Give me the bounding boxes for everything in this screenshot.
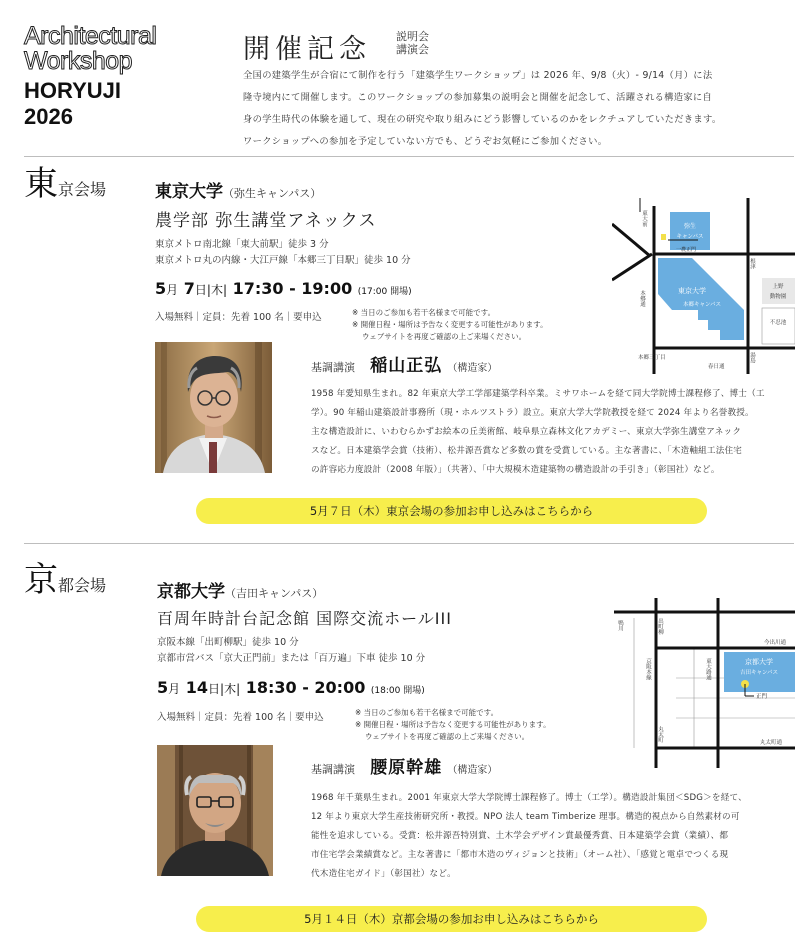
tokyo-map-label: 春日通 [708,364,725,370]
tokyo-note: ※ 開催日程・場所は予告なく変更する可能性があります。 [352,320,548,329]
kyoto-admission: 入場無料｜定員：先着 100 名｜要申込 [157,712,324,723]
page-subtitle-koenkai: 講演会 [396,43,429,56]
tokyo-university [155,177,321,202]
tokyo-map-label: 湯島 [749,352,755,363]
intro-line: 全国の建築学生が合宿にて制作を行う「建築学生ワークショップ」は 2026 年、9/8（火）- 9/14（月）に法 [243,70,713,81]
logo-line-workshop: Workshop [24,47,133,75]
kyoto-university-name: 京都大学 [157,582,225,602]
tokyo-map [612,198,795,374]
tokyo-campus: （弥生キャンパス） [223,187,322,200]
tokyo-lecturer-photo [155,342,272,473]
kyoto-access-line: 京阪本線「出町柳駅」徒歩 10 分 [157,637,299,648]
divider [24,156,794,157]
kyoto-map-label: 出町柳 [657,618,663,635]
kyoto-register-button[interactable]: 5月１４日（木）京都会場の参加お申し込みはこちらから [196,906,707,932]
bio-line: 12 年より東京大学生産技術研究所・教授。NPO 法人 team Timberize 理事。構造的視点から自然素材の可 [311,812,740,822]
intro-line: 隆寺境内にて開催します。このワークショップの参加募集の説明会と開催を記念して、活躍される構造家に自 [243,92,713,103]
logo-line-architectural: Architectural [24,22,157,50]
tokyo-lecturer-name: 稲山正弘 [370,356,443,376]
tokyo-access-line: 東京メトロ南北線「東大前駅」徒歩 3 分 [155,239,329,250]
tokyo-admission: 入場無料｜定員：先着 100 名｜要申込 [155,312,322,323]
logo-line-horyuji: HORYUJI [24,78,121,103]
kyoto-note: ※ 開催日程・場所は予告なく変更する可能性があります。 [355,720,551,729]
tokyo-map-label: 東京大学 [678,287,706,295]
page-subtitle-setsumeikai: 説明会 [396,30,429,43]
kyoto-map-label: 今出川通 [764,640,787,646]
divider [24,543,794,544]
kyoto-university [157,577,323,602]
tokyo-building: 農学部 弥生講堂アネックス [155,211,377,231]
tokyo-datetime: 5月 7日|木| 17:30 - 19:00 (17:00 開場) [155,279,412,298]
tokyo-notes [352,307,548,343]
kyoto-date-day: 14 [185,678,208,697]
kyoto-venue-heading [24,562,106,598]
kyoto-lecture [311,753,497,778]
tokyo-university-name: 東京大学 [155,182,223,202]
tokyo-register-button[interactable]: 5月７日（木）東京会場の参加お申し込みはこちらから [196,498,707,524]
tokyo-map-label: 本郷キャンパス [682,302,722,308]
tokyo-map-label: 本郷通 [639,290,645,307]
logo-line-year: 2026 [24,104,73,129]
tokyo-lecture [311,351,497,376]
bio-line: スなど。日本建築学会賞（技術）、松井源吾賞など多数の賞を受賞している。主な著書に、「木造軸組工法住宅 [311,446,743,456]
kyoto-map-label: 京阪本線 [645,658,651,680]
bio-line: 1968 年千葉県生まれ。2001 年東京大学大学院博士課程修了。博士（工学）。構造設計集団＜SDG＞を経て、 [311,793,747,803]
tokyo-map-label: 本郷三丁目 [638,355,666,361]
bio-line: 能性を追求している。受賞：松井源吾特別賞、土木学会デザイン賞最優秀賞、日本建築学会賞（業績）、都 [311,831,729,841]
tokyo-map-label: 東大前 [641,210,647,227]
kyoto-map-label: 東大路通 [705,658,711,680]
tokyo-date-month: 5 [155,279,167,298]
kyoto-note: ウェブサイトを再度ご確認の上ご来場ください。 [365,732,530,741]
tokyo-city-label: 京会場 [58,180,107,199]
kyoto-lecture-label: 基調講演 [311,763,355,776]
kyoto-date-day-unit: 日 [208,682,221,696]
tokyo-map-label: 上野 [772,284,784,290]
kyoto-city-initial: 京 [24,560,58,600]
kyoto-lecturer-role: （構造家） [447,765,498,776]
kyoto-map-label: 鴨川 [617,620,623,631]
intro-line: 身の学生時代の体験を通して、現在の研究や取り組みにどう影響しているのかをレクチュアしていただきます。 [243,114,722,125]
tokyo-doors-open: (17:00 開場) [357,287,412,297]
bio-line: 市住宅学会業績賞など。主な著書に「都市木造のヴィジョンと技術」（オーム社）、「感覚と電卓でつくる現 [311,850,729,860]
tokyo-lecturer-role: （構造家） [447,363,498,374]
tokyo-lecturer-bio [311,385,795,480]
tokyo-venue-heading [24,166,106,202]
kyoto-city-label: 都会場 [58,576,107,595]
kyoto-campus: （吉田キャンパス） [225,587,324,600]
bio-line: 1958 年愛知県生まれ。82 年東京大学工学部建築学科卒業。ミサワホームを経て同大学院博士課程修了、博士（工 [311,389,765,399]
kyoto-lecturer-name: 腰原幹雄 [370,758,443,778]
kyoto-access-line: 京都市営バス「京大正門前」または「百万遍」下車 徒歩 10 分 [157,653,426,664]
kyoto-weekday: 木 [224,682,237,696]
tokyo-note: ※ 当日のご参加も若干名様まで可能です。 [352,308,496,317]
kyoto-map-label: 正門 [756,694,768,700]
bio-line: 主な構造設計に、いわむらかずお絵本の丘美術館、岐阜県立森林文化アカデミー、東京大学弥生講堂アネック [311,427,742,437]
bio-line: の許容応力度設計（2008 年版）」（共著）、「中大規模木造建築物の構造設計の手引き」（彰国社）など。 [311,465,720,475]
kyoto-datetime: 5月 14日|木| 18:30 - 20:00 (18:00 開場) [157,678,425,697]
tokyo-map-label: 動物園 [769,294,787,300]
intro-text [243,65,795,153]
kyoto-time: 18:30 - 20:00 [245,678,366,697]
bio-line: 学）。90 年稲山建築設計事務所（現・ホルツストラ）設立。東京大学大学院教授を経て 2024 年より名誉教授。 [311,408,754,418]
kyoto-access [157,635,425,667]
kyoto-lecturer-bio [311,789,795,884]
bio-line: 代木造住宅ガイド」（彰国社）など。 [311,869,456,879]
tokyo-map-label: 不忍池 [769,320,787,326]
tokyo-map-label: 弥生 [683,223,697,230]
kyoto-note: ※ 当日のご参加も若干名様まで可能です。 [355,708,499,717]
tokyo-note: ウェブサイトを再度ご確認の上ご来場ください。 [362,332,527,341]
kyoto-map-label: 京都大学 [745,658,773,666]
tokyo-map-label: キャンパス [676,234,704,240]
kyoto-map-label: 丸太町 [657,726,663,743]
tokyo-access [155,237,411,269]
kyoto-date-month: 5 [157,678,169,697]
tokyo-access-line: 東京メトロ丸の内線・大江戸線「本郷三丁目駅」徒歩 10 分 [155,255,411,266]
kyoto-notes [355,707,551,743]
tokyo-map-label: 根津 [749,258,755,269]
kyoto-building: 百周年時計台記念館 国際交流ホールIII [157,609,452,628]
tokyo-date-month-unit: 月 [166,283,179,297]
tokyo-map-label: 一農正門 [676,247,697,253]
kyoto-map [614,598,795,768]
tokyo-weekday: 木 [210,283,223,297]
yayoi-campus-area [670,212,710,250]
kyoto-map-label: 吉田キャンパス [739,670,779,676]
tokyo-date-day-unit: 日 [194,283,207,297]
tokyo-date-day: 7 [183,279,195,298]
tokyo-lecture-label: 基調講演 [311,361,355,374]
tokyo-time: 17:30 - 19:00 [232,279,353,298]
kyoto-lecturer-photo [157,745,273,876]
page-title: 開催記念 [243,34,371,65]
intro-line: ワークショップへの参加を予定していない方でも、どうぞお気軽にご参加ください。 [243,136,608,147]
kyoto-date-month-unit: 月 [168,682,181,696]
tokyo-city-initial: 東 [24,164,58,204]
kyoto-doors-open: (18:00 開場) [370,686,425,696]
kyoto-map-label: 丸太町通 [760,740,783,746]
